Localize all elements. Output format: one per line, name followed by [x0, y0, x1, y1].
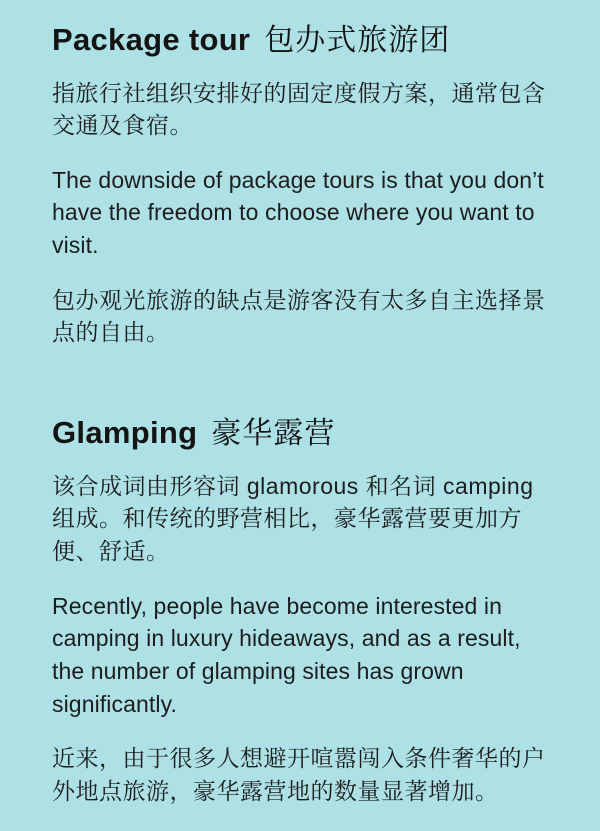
entry-example-cn: 近来，由于很多人想避开喧嚣闯入条件奢华的户外地点旅游，豪华露营地的数量显著增加。	[52, 745, 546, 804]
entry-package-tour	[52, 22, 554, 349]
entry-definition-cn: 指旅行社组织安排好的固定度假方案，通常包含交通及食宿。	[52, 79, 546, 139]
entry-term-cn: 豪华露营	[211, 417, 336, 451]
entry-example-cn: 包办观光旅游的缺点是游客没有太多自主选择景点的自由。	[52, 286, 546, 346]
entry-example-en: Recently, people have become interested in camping in luxury hideaways, and as a result, the number of glamping sites has grown significantly.	[52, 592, 521, 717]
entry-term-cn: 包办式旅游团	[264, 24, 451, 57]
entry-divider-space	[52, 371, 554, 415]
entry-example-en: The downside of package tours is that you don’t have the freedom to choose where you want to visit.	[52, 166, 544, 259]
entry-heading	[52, 415, 554, 452]
entry-term-en: Glamping	[52, 415, 198, 451]
entry-heading	[52, 22, 554, 59]
entry-glamping	[52, 415, 554, 807]
entry-term-en: Package tour	[52, 22, 251, 57]
entry-definition-cn: 该合成词由形容词 glamorous 和名词 camping 组成。和传统的野营相比，豪华露营要更加方便、舒适。	[52, 472, 534, 564]
